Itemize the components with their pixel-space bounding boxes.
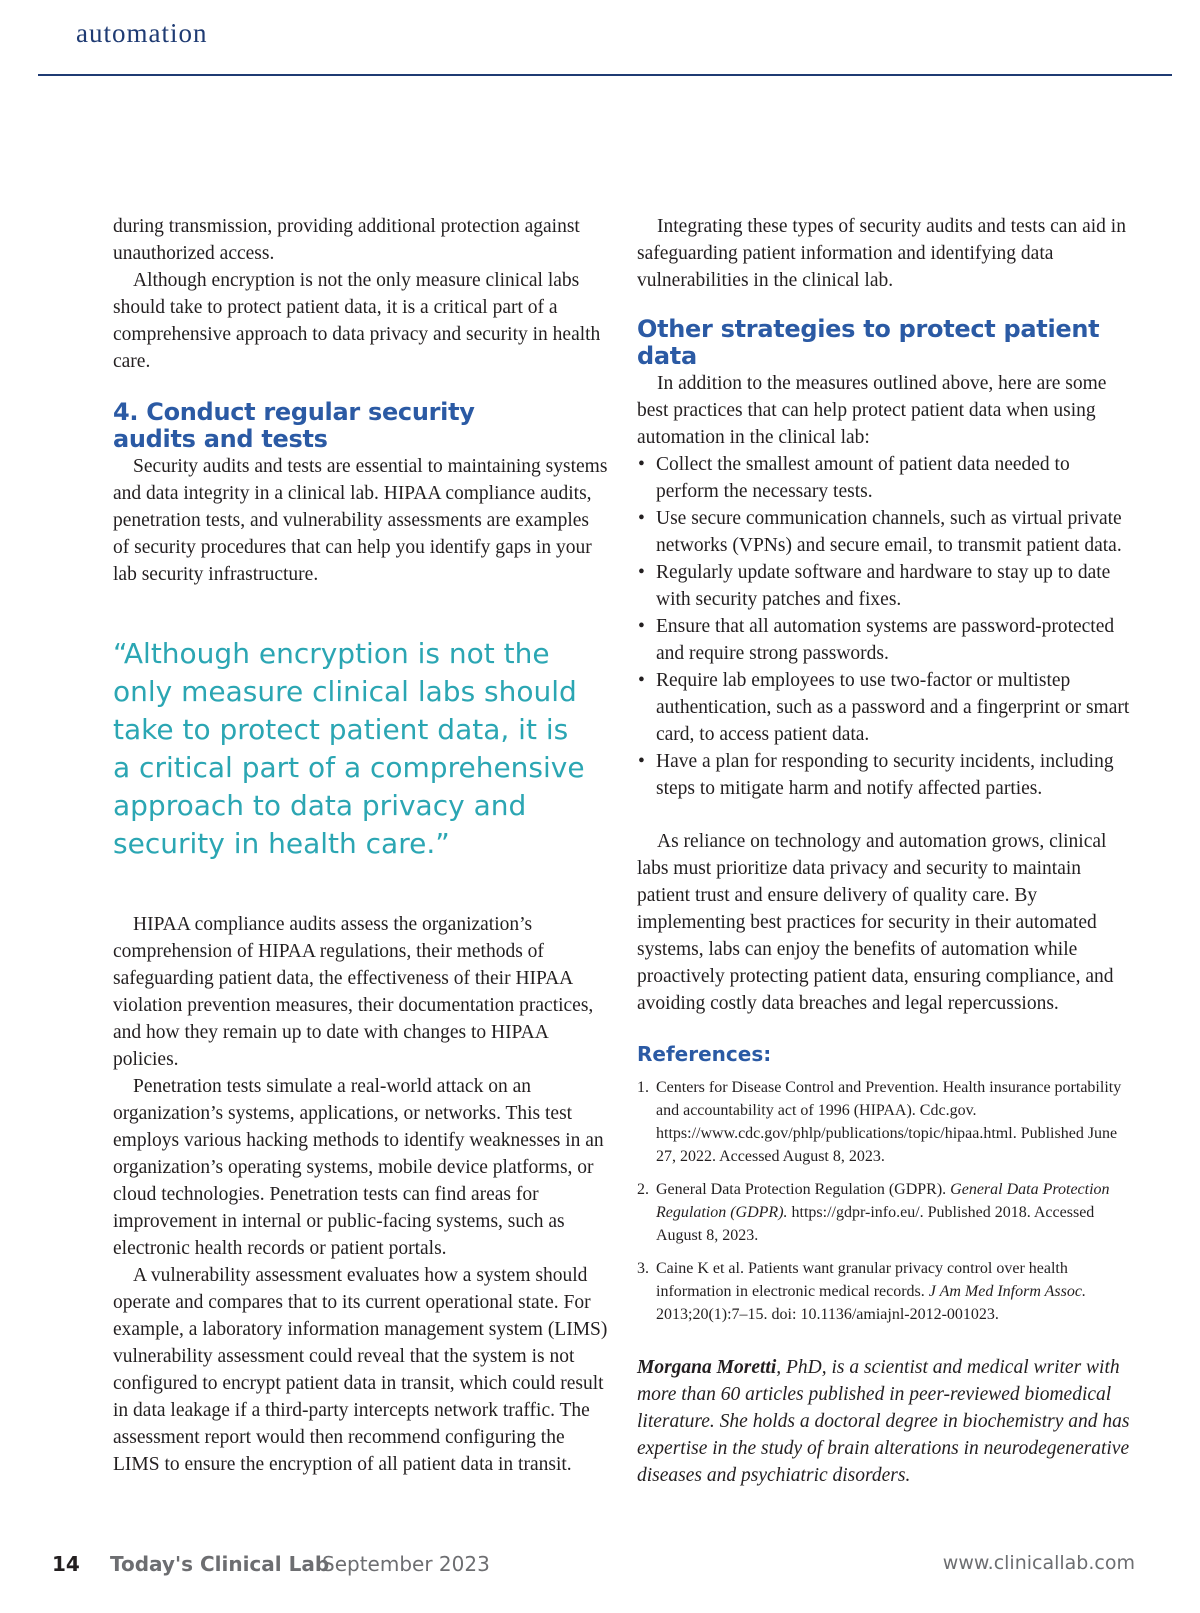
section-heading-security-audits: 4. Conduct regular security audits and tests [113, 398, 475, 453]
list-item: • Require lab employees to use two-factor or multistep authentication, such as a password and a fingerprint or smart card, to access patient data. [637, 667, 1133, 748]
right-column [637, 213, 1133, 1489]
pull-quote: “Although encryption is not the only measure clinical labs should take to protect patient data, it is a critical part of a comprehensive approach to data privacy and security in health care.” [113, 637, 585, 860]
reference-item [637, 1257, 1133, 1326]
left-paragraph-3: Security audits and tests are essential to maintaining systems and data integrity in a clinical lab. HIPAA compliance audits, penetration tests, and vulnerability assessments are examples of security procedures that can help you identify gaps in your lab security infrastructure. [113, 456, 608, 585]
section-tag: automation [76, 18, 208, 48]
author-bio-text: , PhD, is a scientist and medical writer with more than 60 articles published in peer-reviewed biomedical literature. She holds a doctoral degree in biochemistry and has expertise in the study of brain alterations in neurodegenerative diseases and psychiatric disorders. [637, 1357, 1130, 1486]
issue-date: September 2023 [322, 1552, 490, 1576]
website-url: www.clinicallab.com [942, 1552, 1135, 1574]
references-heading: References: [637, 1042, 772, 1066]
left-paragraph-4: HIPAA compliance audits assess the organization’s comprehension of HIPAA regulations, their methods of safeguarding patient data, the effectiveness of their HIPAA violation prevention measures, their documentation practices, and how they remain up to date with changes to HIPAA policies. [113, 914, 594, 1070]
references-list [637, 1076, 1133, 1326]
best-practices-list [637, 451, 1133, 802]
header-divider [38, 74, 1172, 76]
reference-text: Centers for Disease Control and Prevention. Health insurance portability and accountability act of 1996 (HIPAA). Cdc.gov. https://www.cdc.gov/phlp/publications/topic/hipaa.html. Published June 27, 2022. Accessed August 8, 2023. [656, 1079, 1122, 1165]
left-paragraph-1: during transmission, providing additional protection against unauthorized access. [113, 216, 580, 264]
right-paragraph-2: In addition to the measures outlined above, here are some best practices that can help protect patient data when using automation in the clinical lab: [637, 373, 1107, 448]
list-item: • Ensure that all automation systems are password-protected and require strong passwords. [637, 613, 1133, 667]
left-paragraph-2: Although encryption is not the only measure clinical labs should take to protect patient data, it is a critical part of a comprehensive approach to data privacy and security in health care. [113, 270, 601, 372]
left-paragraph-6: A vulnerability assessment evaluates how a system should operate and compares that to its current operational state. For example, a laboratory information management system (LIMS) vulnerability assessment could reveal that the system is not configured to encrypt patient data in transit, which could result in data leakage if a third-party intercepts network traffic. The assessment report would then recommend configuring the LIMS to ensure the encryption of all patient data in transit. [113, 1265, 608, 1475]
reference-item [637, 1178, 1133, 1247]
page-footer [0, 1552, 1200, 1582]
right-paragraph-3: As reliance on technology and automation grows, clinical labs must prioritize data privacy and security to maintain patient trust and ensure delivery of quality care. By implementing best practices for security in their automated systems, labs can enjoy the benefits of automation while proactively protecting patient data, ensuring compliance, and avoiding costly data breaches and legal repercussions. [637, 831, 1114, 1014]
author-bio [637, 1354, 1133, 1489]
left-column [113, 213, 609, 1478]
author-name: Morgana Moretti [637, 1357, 777, 1378]
reference-italic-title: General Data Protection Regulation (GDPR). [656, 1181, 1110, 1221]
list-item: • Collect the smallest amount of patient data needed to perform the necessary tests. [637, 451, 1133, 505]
reference-number: 1. [637, 1079, 649, 1096]
list-item: • Use secure communication channels, such as virtual private networks (VPNs) and secure email, to transmit patient data. [637, 505, 1133, 559]
page-number: 14 [52, 1552, 80, 1576]
section-heading-other-strategies: Other strategies to protect patient data [637, 315, 1100, 370]
list-item: • Regularly update software and hardware to stay up to date with security patches and fixes. [637, 559, 1133, 613]
list-item: • Have a plan for responding to security incidents, including steps to mitigate harm and notify affected parties. [637, 748, 1133, 802]
reference-text: General Data Protection Regulation (GDPR). [656, 1181, 951, 1198]
reference-text-tail: https://gdpr-info.eu/. Published 2018. Accessed August 8, 2023. [656, 1204, 1095, 1244]
right-paragraph-1: Integrating these types of security audits and tests can aid in safeguarding patient information and identifying data vulnerabilities in the clinical lab. [637, 216, 1126, 291]
magazine-name: Today's Clinical Lab [110, 1552, 330, 1576]
reference-number: 2. [637, 1181, 649, 1198]
reference-item [637, 1076, 1133, 1168]
reference-text-tail: 2013;20(1):7–15. doi: 10.1136/amiajnl-2012-001023. [656, 1306, 999, 1323]
reference-italic-journal: J Am Med Inform Assoc. [928, 1283, 1086, 1300]
reference-text: Caine K et al. Patients want granular privacy control over health information in electronic medical records. [656, 1260, 1068, 1300]
reference-number: 3. [637, 1260, 649, 1277]
left-paragraph-5: Penetration tests simulate a real-world attack on an organization’s systems, applications, or networks. This test employs various hacking methods to identify weaknesses in an organization’s operating systems, mobile device platforms, or cloud technologies. Penetration tests can find areas for improvement in internal or public-facing systems, such as electronic health records or patient portals. [113, 1076, 604, 1259]
